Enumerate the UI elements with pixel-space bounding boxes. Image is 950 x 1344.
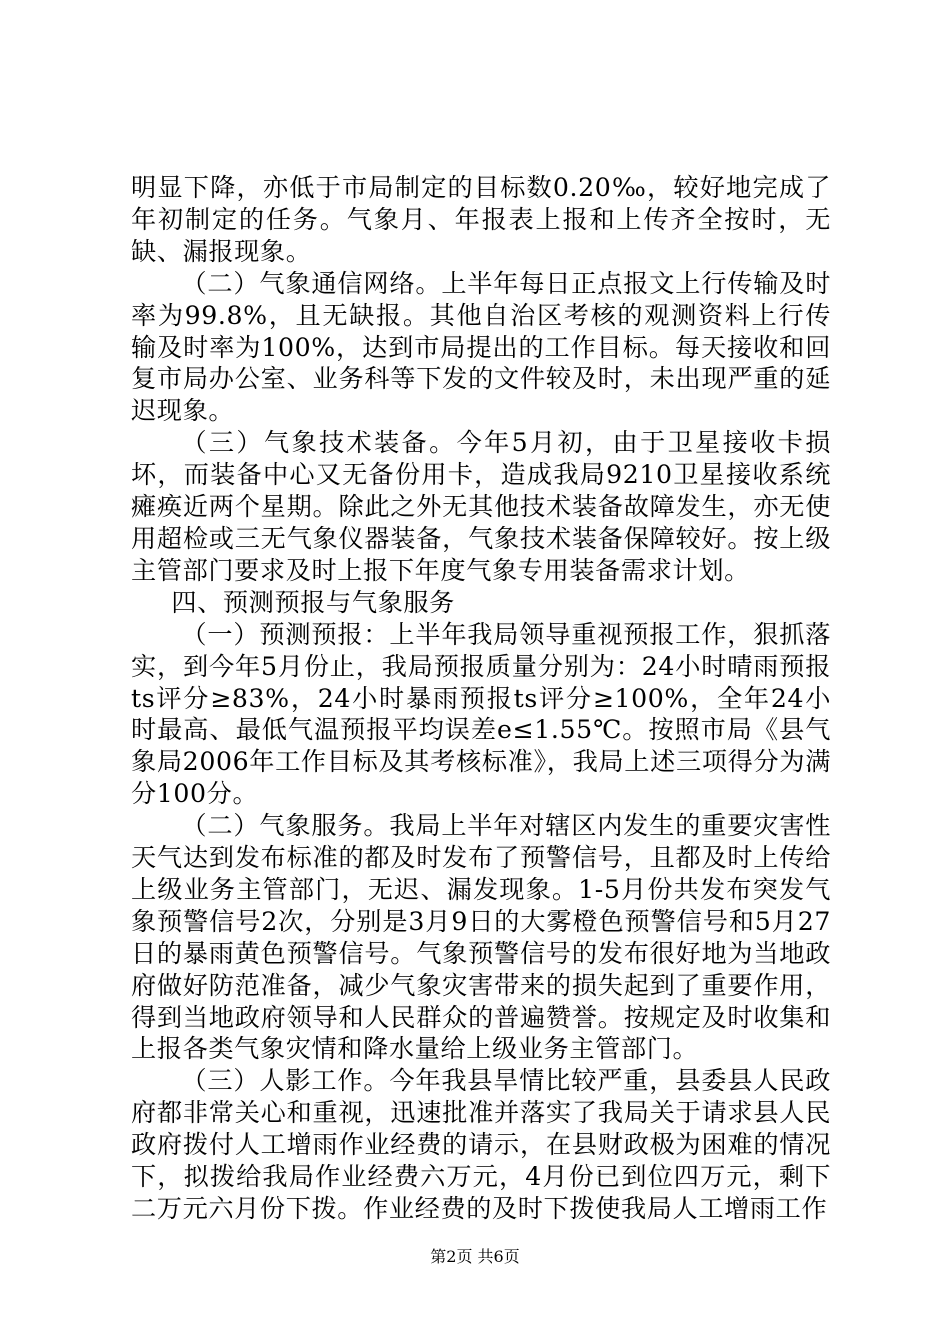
page-footer: 第2页 共6页 [430, 1247, 520, 1266]
paragraph-communication-network: （二）气象通信网络。上半年每日正点报文上行传输及时率为99.8%，且无缺报。其他自治区考核的观测资料上行传输及时率为100%，达到市局提出的工作目标。每天接收和回复市局办公室、业务科等下发的文件较及时，未出现严重的延迟现象。 [131, 268, 831, 426]
document-body [131, 172, 831, 1225]
paragraph-forecast: （一）预测预报：上半年我局领导重视预报工作，狠抓落实，到今年5月份止，我局预报质量分别为：24小时晴雨预报ts评分≥83%，24小时暴雨预报ts评分≥100%，全年24小时最高、最低气温预报平均误差e≤1.55℃。按照市局《县气象局2006年工作目标及其考核标准》，我局上述三项得分为满分100分。 [131, 619, 831, 809]
paragraph-continuation: 明显下降，亦低于市局制定的目标数0.20‰，较好地完成了年初制定的任务。气象月、年报表上报和上传齐全按时，无缺、漏报现象。 [131, 173, 831, 266]
paragraph-technical-equipment: （三）气象技术装备。今年5月初，由于卫星接收卡损坏，而装备中心又无备份用卡，造成我局9210卫星接收系统瘫痪近两个星期。除此之外无其他技术装备故障发生，亦无使用超检或三无气象仪器装备，气象技术装备保障较好。按上级主管部门要求及时上报下年度气象专用装备需求计划。 [131, 428, 831, 585]
paragraph-weather-modification: （三）人影工作。今年我县旱情比较严重，县委县人民政府都非常关心和重视，迅速批准并落实了我局关于请求县人民政府拨付人工增雨作业经费的请示，在县财政极为困难的情况下，拟拨给我局作业经费六万元，4月份已到位四万元，剩下二万元六月份下拨。作业经费的及时下拨使我局人工增雨工作 [131, 1066, 831, 1223]
paragraph-weather-service: （二）气象服务。我局上半年对辖区内发生的重要灾害性天气达到发布标准的都及时发布了预警信号，且都及时上传给上级业务主管部门，无迟、漏发现象。1-5月份共发布突发气象预警信号2次，分别是3月9日的大雾橙色预警信号和5月27日的暴雨黄色预警信号。气象预警信号的发布很好地为当地政府做好防范准备，减少气象灾害带来的损失起到了重要作用，得到当地政府领导和人民群众的普遍赞誉。按规定及时收集和上报各类气象灾情和降水量给上级业务主管部门。 [131, 811, 831, 1064]
section-heading-forecast-service: 四、预测预报与气象服务 [171, 587, 455, 617]
